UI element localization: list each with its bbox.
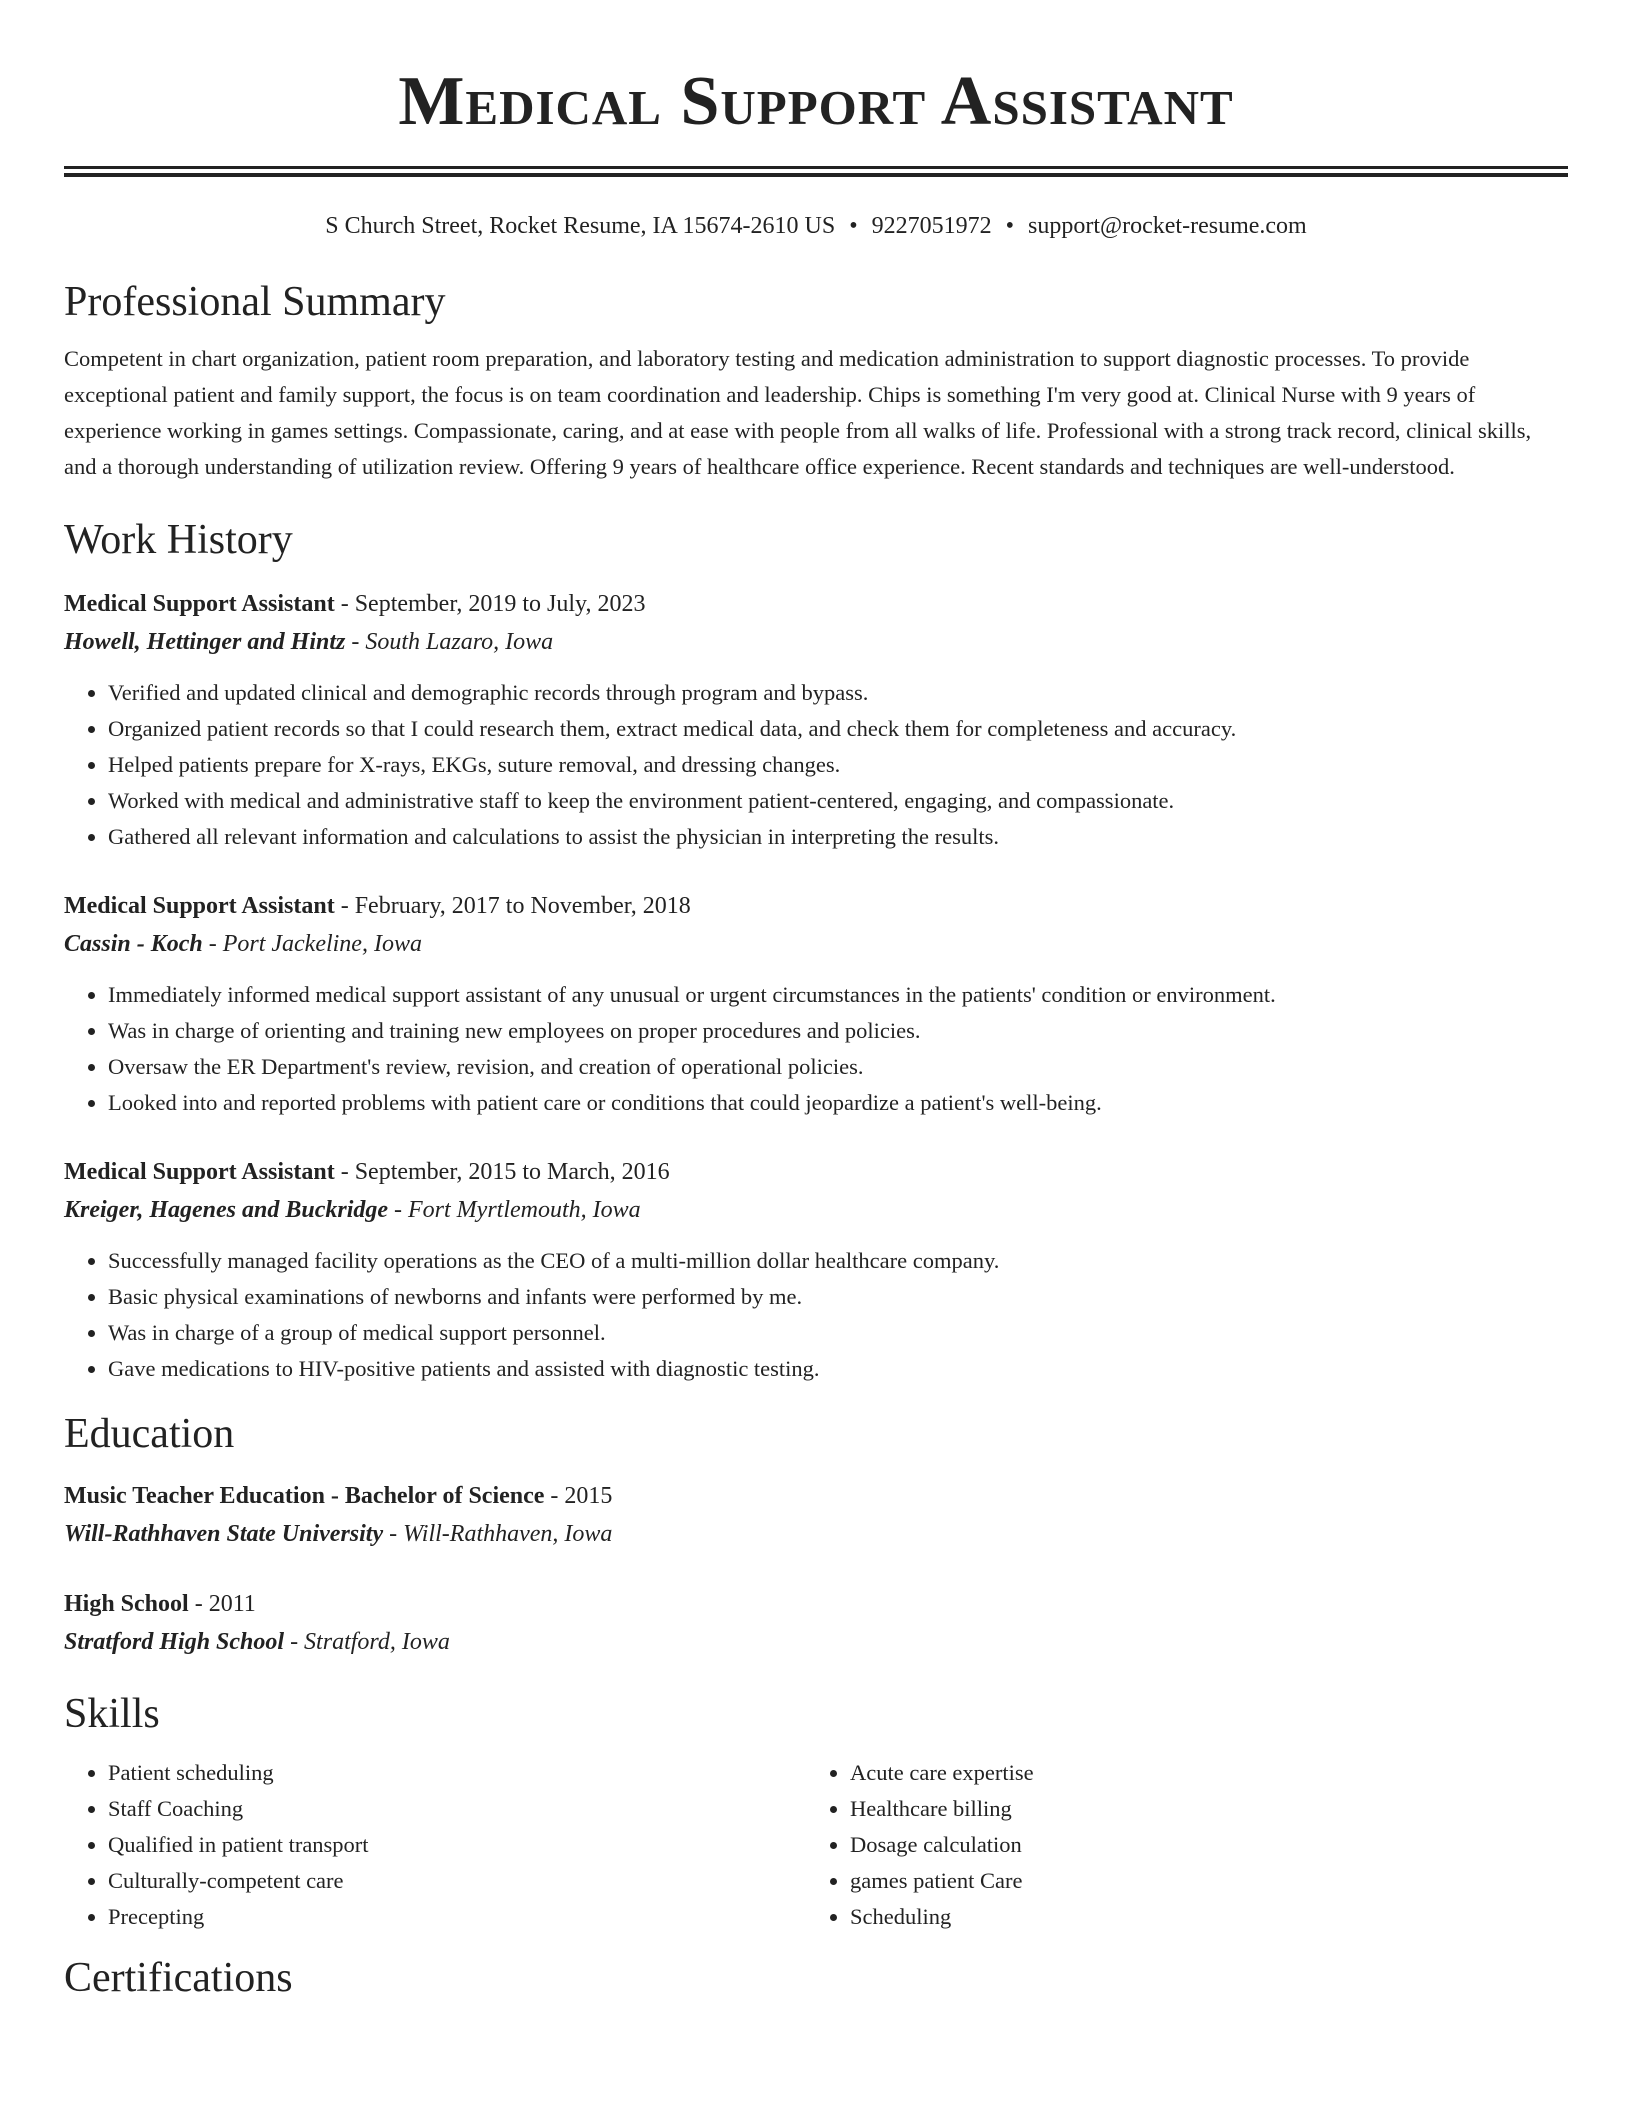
job-title-line	[64, 585, 1568, 623]
work-history-heading: Work History	[64, 517, 293, 563]
header-divider	[64, 166, 1568, 177]
school-name: Stratford High School	[64, 1629, 285, 1655]
resume-page	[64, 0, 1568, 2003]
list-item: • Precepting	[108, 1899, 806, 1935]
skills-heading: Skills	[64, 1691, 160, 1737]
summary-heading: Professional Summary	[64, 279, 446, 325]
degree-name: Music Teacher Education - Bachelor of Science	[64, 1483, 545, 1509]
school-line	[64, 1623, 1568, 1661]
degree-line	[64, 1585, 1568, 1623]
job-dates: - September, 2019 to July, 2023	[334, 591, 646, 617]
job-position: Medical Support Assistant	[64, 1159, 335, 1185]
job-position: Medical Support Assistant	[64, 591, 335, 617]
list-item: • Scheduling	[850, 1899, 1548, 1935]
list-item: • Patient scheduling	[108, 1755, 806, 1791]
employer-location: - Fort Myrtlemouth, Iowa	[388, 1197, 641, 1223]
list-item: • Acute care expertise	[850, 1755, 1548, 1791]
job-entry	[64, 585, 1568, 855]
phone: 9227051972	[871, 213, 992, 239]
skills-right-column	[806, 1755, 1548, 1935]
education-entry	[64, 1585, 1568, 1661]
school-location: - Stratford, Iowa	[284, 1629, 450, 1655]
list-item: • Looked into and reported problems with patient care or conditions that could jeopardize a patient's well-being.	[108, 1085, 1568, 1121]
skills-grid	[64, 1755, 1568, 1935]
list-item: • Dosage calculation	[850, 1827, 1548, 1863]
list-item: • Staff Coaching	[108, 1791, 806, 1827]
job-title-line	[64, 887, 1568, 925]
degree-name: High School	[64, 1591, 189, 1617]
list-item: • Healthcare billing	[850, 1791, 1548, 1827]
job-duties	[64, 1243, 1568, 1387]
employer-line	[64, 623, 1568, 661]
list-item: • Qualified in patient transport	[108, 1827, 806, 1863]
list-item: • Successfully managed facility operations as the CEO of a multi-million dollar healthcare company.	[108, 1243, 1568, 1279]
list-item: • Organized patient records so that I could research them, extract medical data, and check them for completeness and accuracy.	[108, 711, 1568, 747]
school-line	[64, 1515, 1568, 1553]
employer-name: Howell, Hettinger and Hintz	[64, 629, 346, 655]
job-dates: - September, 2015 to March, 2016	[334, 1159, 670, 1185]
resume-name: Medical Support Assistant	[398, 63, 1234, 140]
email-link[interactable]: support@rocket-resume.com	[1028, 213, 1307, 239]
list-item: • Oversaw the ER Department's review, revision, and creation of operational policies.	[108, 1049, 1568, 1085]
contact-line	[64, 211, 1568, 241]
summary-text: Competent in chart organization, patient room preparation, and laboratory testing and medication administration to support diagnostic processes. To provide exceptional patient and family support, the focus is on team coordination and leadership. Chips is something I'm very good at. Clinical Nurse with 9 years of experience working in games settings. Compassionate, caring, and at ease with people from all walks of life. Professional with a strong track record, clinical skills, and a thorough understanding of utilization review. Offering 9 years of healthcare office experience. Recent standards and techniques are well-understood.	[64, 346, 1532, 479]
list-item: • Gathered all relevant information and calculations to assist the physician in interpreting the results.	[108, 819, 1568, 855]
list-item: • Immediately informed medical support assistant of any unusual or urgent circumstances in the patients' condition or environment.	[108, 977, 1568, 1013]
employer-location: - Port Jackeline, Iowa	[202, 931, 422, 957]
job-title-line	[64, 1153, 1568, 1191]
employer-line	[64, 1191, 1568, 1229]
job-position: Medical Support Assistant	[64, 893, 335, 919]
education-entry	[64, 1477, 1568, 1553]
employer-name: Kreiger, Hagenes and Buckridge	[64, 1197, 389, 1223]
list-item: • Worked with medical and administrative staff to keep the environment patient-centered, engaging, and compassionate.	[108, 783, 1568, 819]
employer-line	[64, 925, 1568, 963]
list-item: • Basic physical examinations of newborns and infants were performed by me.	[108, 1279, 1568, 1315]
education-heading: Education	[64, 1411, 235, 1457]
list-item: • games patient Care	[850, 1863, 1548, 1899]
graduation-year: - 2015	[544, 1483, 613, 1509]
job-duties	[64, 675, 1568, 855]
list-item: • Verified and updated clinical and demographic records through program and bypass.	[108, 675, 1568, 711]
job-dates: - February, 2017 to November, 2018	[334, 893, 691, 919]
employer-location: - South Lazaro, Iowa	[345, 629, 554, 655]
job-duties	[64, 977, 1568, 1121]
certifications-heading: Certifications	[64, 1955, 293, 2001]
school-location: - Will-Rathhaven, Iowa	[383, 1521, 613, 1547]
separator-dot: •	[1005, 213, 1015, 239]
list-item: • Helped patients prepare for X-rays, EKGs, suture removal, and dressing changes.	[108, 747, 1568, 783]
graduation-year: - 2011	[188, 1591, 256, 1617]
employer-name: Cassin - Koch	[64, 931, 203, 957]
school-name: Will-Rathhaven State University	[64, 1521, 384, 1547]
list-item: • Culturally-competent care	[108, 1863, 806, 1899]
address: S Church Street, Rocket Resume, IA 15674-2610 US	[325, 213, 836, 239]
list-item: • Gave medications to HIV-positive patients and assisted with diagnostic testing.	[108, 1351, 1568, 1387]
job-entry	[64, 887, 1568, 1121]
list-item: • Was in charge of orienting and training new employees on proper procedures and policies.	[108, 1013, 1568, 1049]
separator-dot: •	[849, 213, 858, 239]
skills-left-column	[64, 1755, 806, 1935]
list-item: • Was in charge of a group of medical support personnel.	[108, 1315, 1568, 1351]
job-entry	[64, 1153, 1568, 1387]
degree-line	[64, 1477, 1568, 1515]
